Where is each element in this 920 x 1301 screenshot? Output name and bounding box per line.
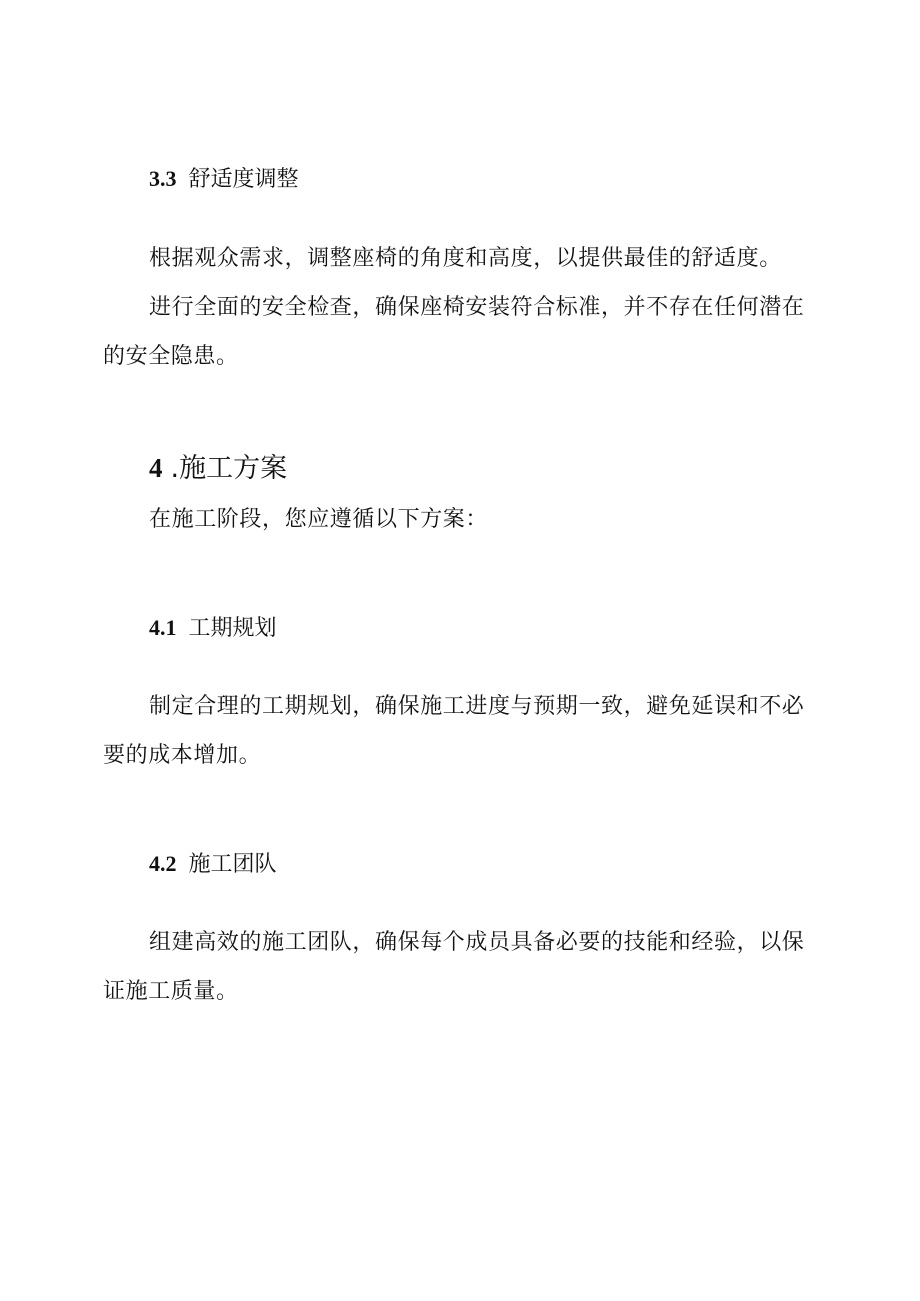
paragraph: 进行全面的安全检查，确保座椅安装符合标准，并不存在任何潜在的安全隐患。: [103, 295, 805, 369]
paragraph: 根据观众需求，调整座椅的角度和高度，以提供最佳的舒适度。: [149, 246, 782, 271]
paragraph: 制定合理的工期规划，确保施工进度与预期一致，避免延误和不必要的成本增加。: [103, 694, 805, 768]
section-title: .施工方案: [170, 453, 288, 484]
section-number: 4.1: [149, 615, 177, 640]
paragraph: 组建高效的施工团队，确保每个成员具备必要的技能和经验，以保证施工质量。: [103, 930, 805, 1004]
section-4-heading: [149, 450, 287, 487]
section-title: 工期规划: [188, 616, 277, 641]
section-number: 4.2: [149, 851, 177, 876]
section-title: 舒适度调整: [188, 167, 299, 192]
section-number: 3.3: [149, 166, 177, 191]
section-4-1-heading: [149, 613, 277, 644]
section-title: 施工团队: [188, 852, 277, 877]
paragraph: 在施工阶段，您应遵循以下方案：: [149, 507, 489, 532]
section-4-2-heading: [149, 849, 277, 880]
section-number: 4: [149, 453, 163, 483]
section-3-3-heading: [149, 164, 299, 195]
